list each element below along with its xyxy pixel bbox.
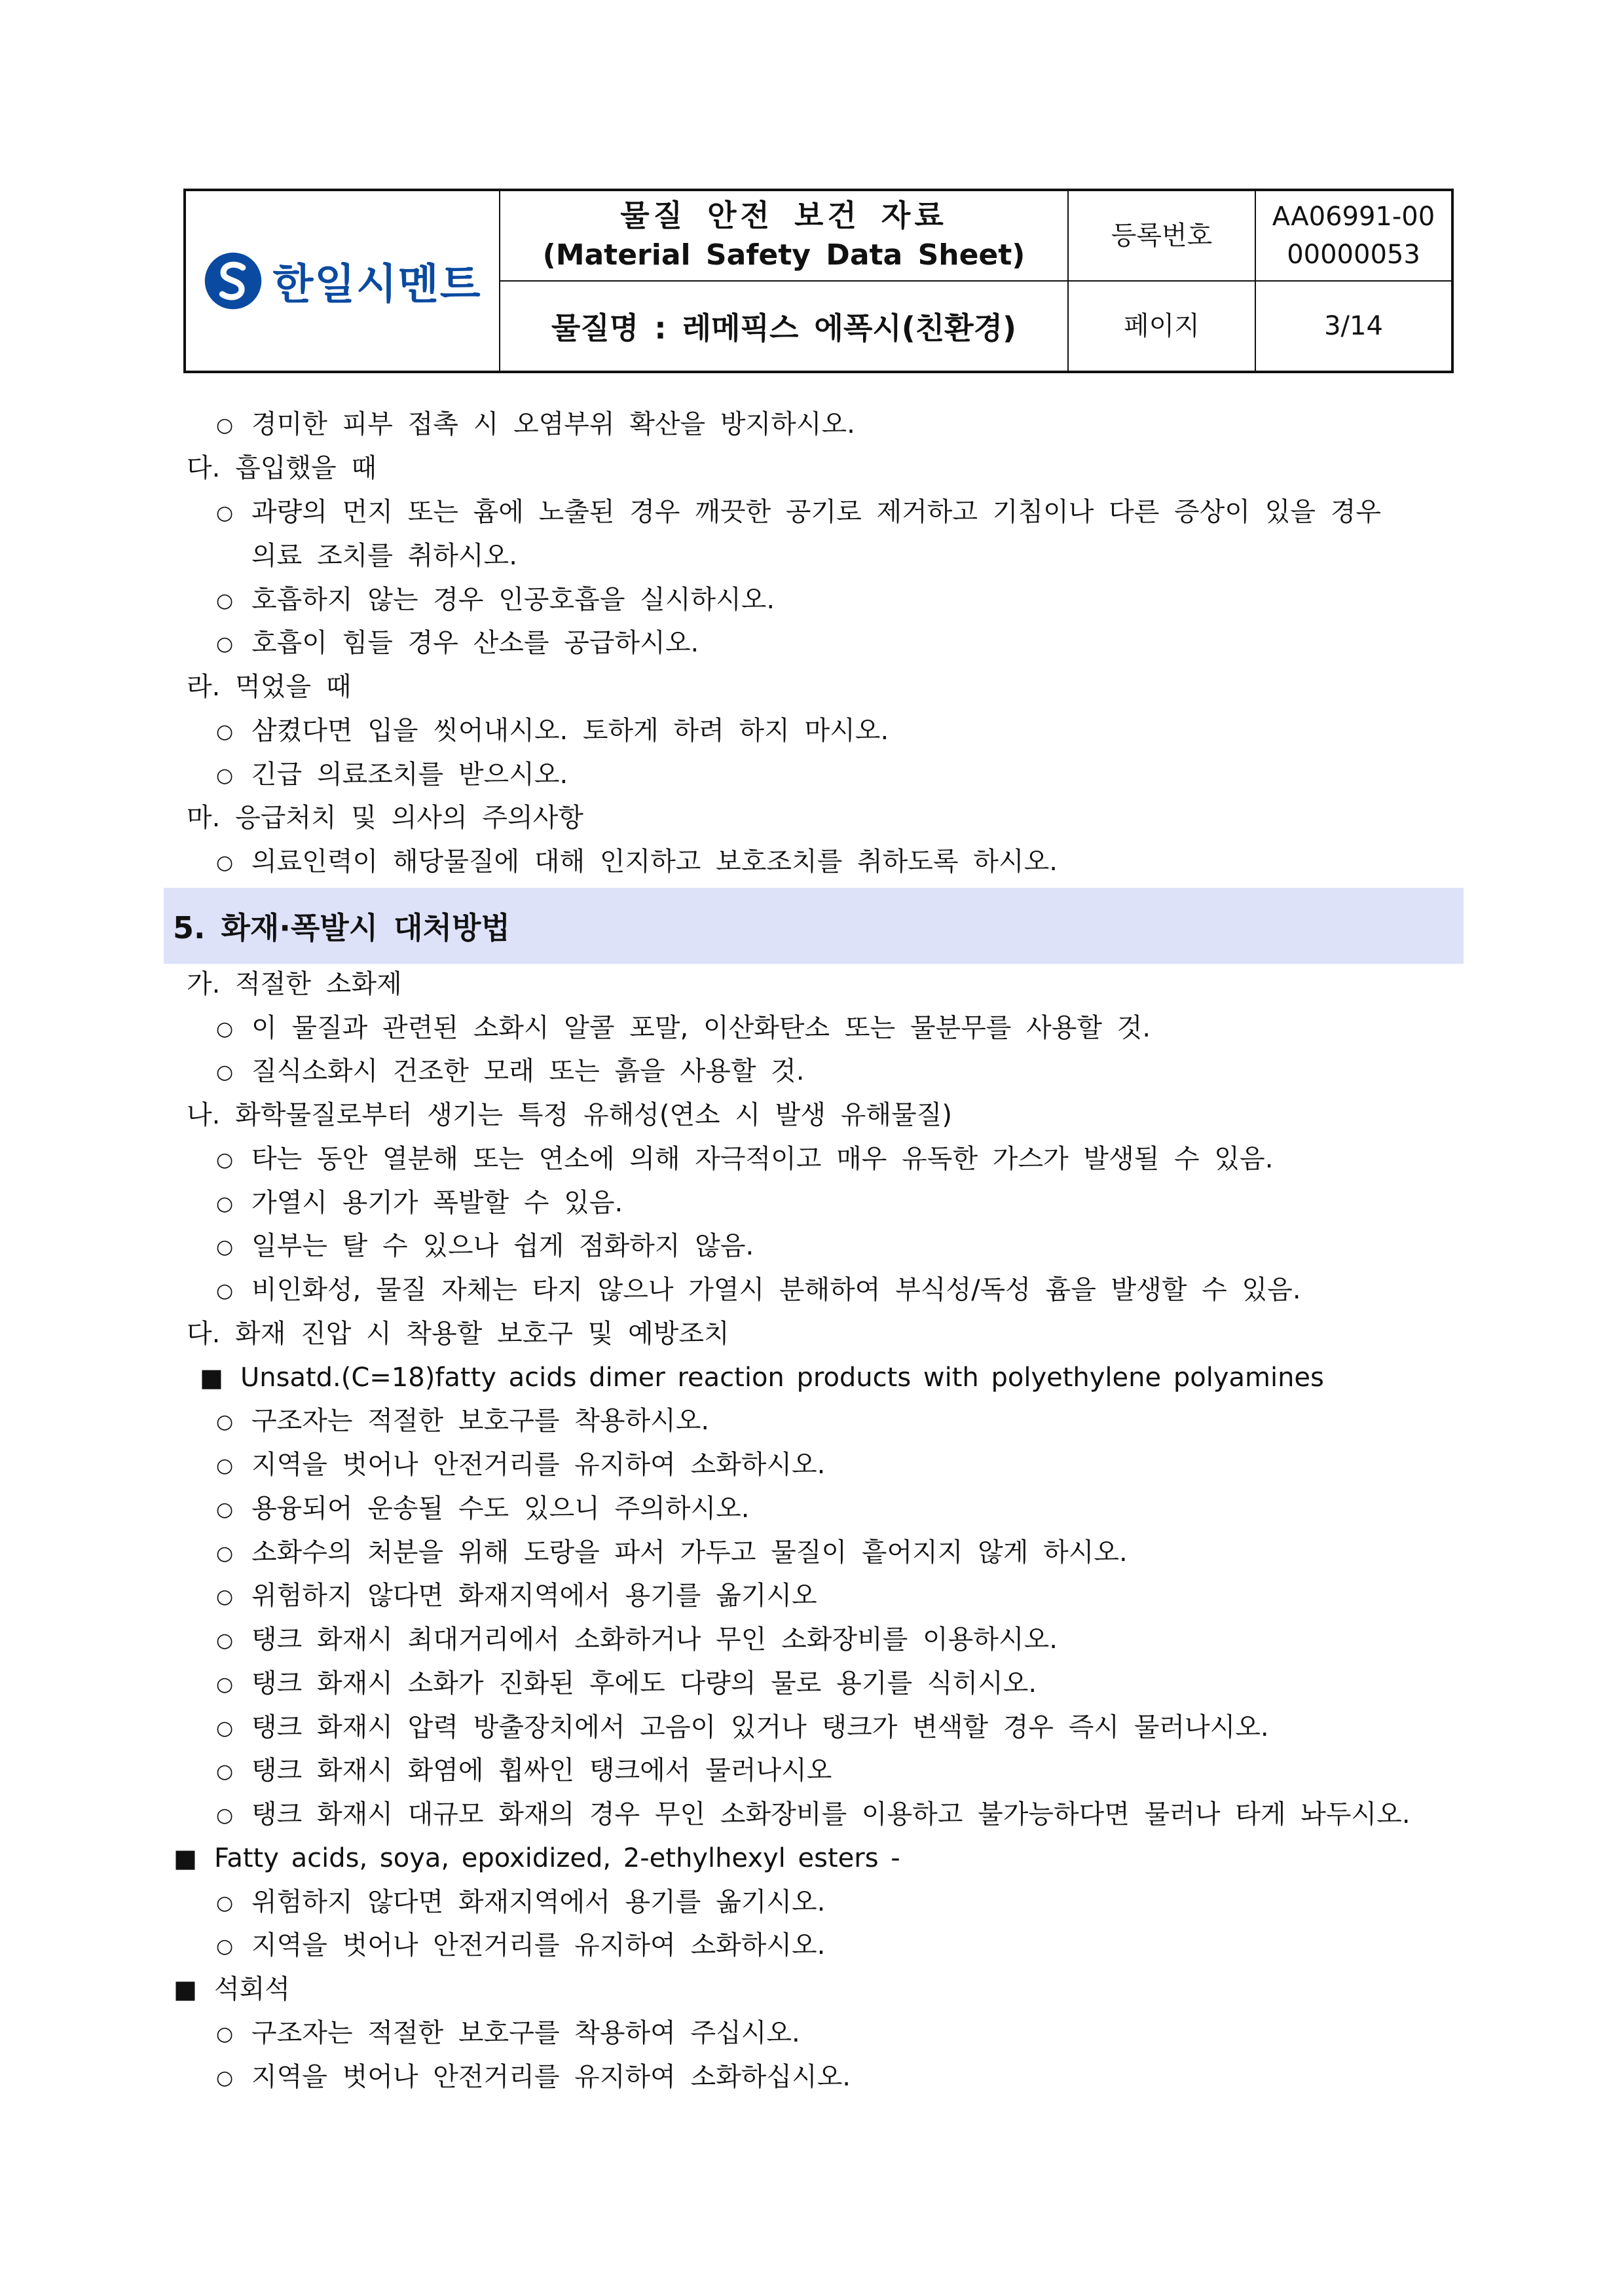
- bullet-line: ○ 용융되어 운송될 수도 있으니 주의하시오.: [216, 1487, 749, 1532]
- subheading: 다. 흡입했을 때: [187, 453, 377, 483]
- circle-bullet-icon: ○: [216, 720, 234, 743]
- bullet-line: ○ 지역을 벗어나 안전거리를 유지하여 소화하시오.: [216, 1924, 825, 1968]
- circle-bullet-icon: ○: [216, 1061, 234, 1084]
- circle-bullet-icon: ○: [216, 1935, 234, 1958]
- bullet-line: ○ 호흡이 힘들 경우 산소를 공급하시오.: [216, 621, 699, 666]
- circle-bullet-icon: ○: [216, 1279, 234, 1302]
- registration-number-cell: [1256, 191, 1451, 282]
- registration-number-line-2: 00000053: [1287, 240, 1420, 270]
- circle-bullet-icon: ○: [216, 1760, 234, 1783]
- bullet-line: ○ 질식소화시 건조한 모래 또는 흙을 사용할 것.: [216, 1050, 805, 1094]
- logo-cell: [186, 191, 500, 371]
- substance-line: ■ Unsatd.(C=18)fatty acids dimer reaction products with polyethylene polyamines: [200, 1356, 1324, 1399]
- circle-bullet-icon: ○: [216, 1192, 234, 1215]
- circle-bullet-icon: ○: [216, 502, 234, 524]
- circle-bullet-icon: ○: [216, 1410, 234, 1433]
- circle-bullet-icon: ○: [216, 1892, 234, 1915]
- bullet-line: ○ 위험하지 않다면 화재지역에서 용기를 옮기시오.: [216, 1881, 825, 1925]
- bullet-line: ○ 소화수의 처분을 위해 도랑을 파서 가두고 물질이 흩어지지 않게 하시오.: [216, 1531, 1128, 1575]
- page-number: 3/14: [1324, 311, 1383, 341]
- bullet-line: ○ 탱크 화재시 대규모 화재의 경우 무인 소화장비를 이용하고 불가능하다면 물러나 타게 놔두시오.: [216, 1793, 1411, 1837]
- company-logo: [186, 191, 499, 371]
- bullet-line: ○ 경미한 피부 접촉 시 오염부위 확산을 방지하시오.: [216, 403, 855, 447]
- substance-line: ■ Fatty acids, soya, epoxidized, 2-ethylhexyl esters -: [174, 1837, 900, 1880]
- registration-label-cell: [1069, 191, 1256, 282]
- bullet-line: ○ 호흡하지 않는 경우 인공호흡을 실시하시오.: [216, 578, 775, 623]
- square-bullet-icon: ■: [174, 1975, 197, 2004]
- product-name-cell: [500, 282, 1069, 371]
- bullet-line: ○ 가열시 용기가 폭발할 수 있음.: [216, 1181, 623, 1226]
- subheading: 가. 적절한 소화제: [187, 969, 402, 999]
- circle-bullet-icon: ○: [216, 1629, 234, 1652]
- bullet-line: ○ 구조자는 적절한 보호구를 착용하시오.: [216, 1399, 709, 1444]
- bullet-line: ○ 의료인력이 해당물질에 대해 인지하고 보호조치를 취하도록 하시오.: [216, 840, 1058, 885]
- circle-bullet-icon: ○: [216, 2023, 234, 2046]
- bullet-line: ○ 탱크 화재시 소화가 진화된 후에도 다량의 물로 용기를 식히시오.: [216, 1662, 1037, 1706]
- registration-label: 등록번호: [1111, 221, 1213, 251]
- bullet-line: ○ 위험하지 않다면 화재지역에서 용기를 옮기시오: [216, 1574, 817, 1619]
- doc-title-korean: 물질 안전 보건 자료: [620, 198, 948, 233]
- registration-number-line-1: AA06991-00: [1272, 202, 1435, 232]
- page-label-cell: [1069, 282, 1256, 371]
- subheading: 다. 화재 진압 시 착용할 보호구 및 예방조치: [187, 1319, 729, 1349]
- circle-bullet-icon: ○: [216, 1542, 234, 1565]
- circle-bullet-icon: ○: [216, 2066, 234, 2089]
- subheading: 라. 먹었을 때: [187, 672, 352, 702]
- subheading: 나. 화학물질로부터 생기는 특정 유해성(연소 시 발생 유해물질): [187, 1100, 952, 1130]
- page-number-cell: [1256, 282, 1451, 371]
- doc-title-english: (Material Safety Data Sheet): [542, 238, 1025, 272]
- circle-bullet-icon: ○: [216, 633, 234, 655]
- page-label: 페이지: [1124, 311, 1200, 341]
- circle-bullet-icon: ○: [216, 1673, 234, 1696]
- circle-bullet-icon: ○: [216, 1018, 234, 1040]
- square-bullet-icon: ■: [174, 1844, 197, 1873]
- circle-bullet-icon: ○: [216, 1717, 234, 1740]
- bullet-line: ○ 지역을 벗어나 안전거리를 유지하여 소화하시오.: [216, 1443, 825, 1488]
- continuation-line: 의료 조치를 취하시오.: [251, 541, 517, 571]
- bullet-line: ○ 지역을 벗어나 안전거리를 유지하여 소화하십시오.: [216, 2055, 851, 2100]
- circle-bullet-icon: ○: [216, 589, 234, 612]
- circle-bullet-icon: ○: [216, 1585, 234, 1608]
- product-name: 물질명 : 레메픽스 에폭시(친환경): [551, 310, 1017, 346]
- circle-bullet-icon: ○: [216, 1498, 234, 1521]
- circle-bullet-icon: ○: [216, 1804, 234, 1827]
- bullet-line: ○ 비인화성, 물질 자체는 타지 않으나 가열시 분해하여 부식성/독성 흄을 발생할 수 있음.: [216, 1268, 1301, 1313]
- bullet-line: ○ 긴급 의료조치를 받으시오.: [216, 753, 568, 798]
- circle-bullet-icon: ○: [216, 414, 234, 437]
- bullet-line: ○ 삼켰다면 입을 씻어내시오. 토하게 하려 하지 마시오.: [216, 709, 889, 754]
- square-bullet-icon: ■: [200, 1363, 223, 1392]
- circle-bullet-icon: ○: [216, 1454, 234, 1477]
- title-cell: [500, 191, 1069, 282]
- subheading: 마. 응급처치 및 의사의 주의사항: [187, 803, 583, 833]
- circle-bullet-icon: ○: [216, 851, 234, 874]
- circle-bullet-icon: ○: [216, 1236, 234, 1258]
- substance-line: ■ 석회석: [174, 1968, 290, 2011]
- circle-bullet-icon: ○: [216, 1148, 234, 1171]
- company-logo-icon: [203, 251, 263, 311]
- company-name: 한일시멘트: [272, 261, 482, 309]
- bullet-line: ○ 이 물질과 관련된 소화시 알콜 포말, 이산화탄소 또는 물분무를 사용할 것.: [216, 1006, 1151, 1051]
- bullet-line: ○ 탱크 화재시 화염에 휩싸인 탱크에서 물러나시오: [216, 1749, 832, 1793]
- bullet-line: ○ 과량의 먼지 또는 흄에 노출된 경우 깨끗한 공기로 제거하고 기침이나 다른 증상이 있을 경우: [216, 490, 1381, 535]
- bullet-line: ○ 구조자는 적절한 보호구를 착용하여 주십시오.: [216, 2011, 800, 2056]
- msds-header-table: [183, 189, 1454, 373]
- section-title: 5. 화재·폭발시 대처방법: [173, 910, 510, 946]
- section-heading-fire: [164, 888, 1464, 964]
- circle-bullet-icon: ○: [216, 764, 234, 787]
- bullet-line: ○ 탱크 화재시 최대거리에서 소화하거나 무인 소화장비를 이용하시오.: [216, 1618, 1058, 1662]
- bullet-line: ○ 일부는 탈 수 있으나 쉽게 점화하지 않음.: [216, 1224, 754, 1269]
- bullet-line: ○ 탱크 화재시 압력 방출장치에서 고음이 있거나 탱크가 변색할 경우 즉시 물러나시오.: [216, 1706, 1269, 1750]
- bullet-line: ○ 타는 동안 열분해 또는 연소에 의해 자극적이고 매우 유독한 가스가 발생될 수 있음.: [216, 1137, 1273, 1182]
